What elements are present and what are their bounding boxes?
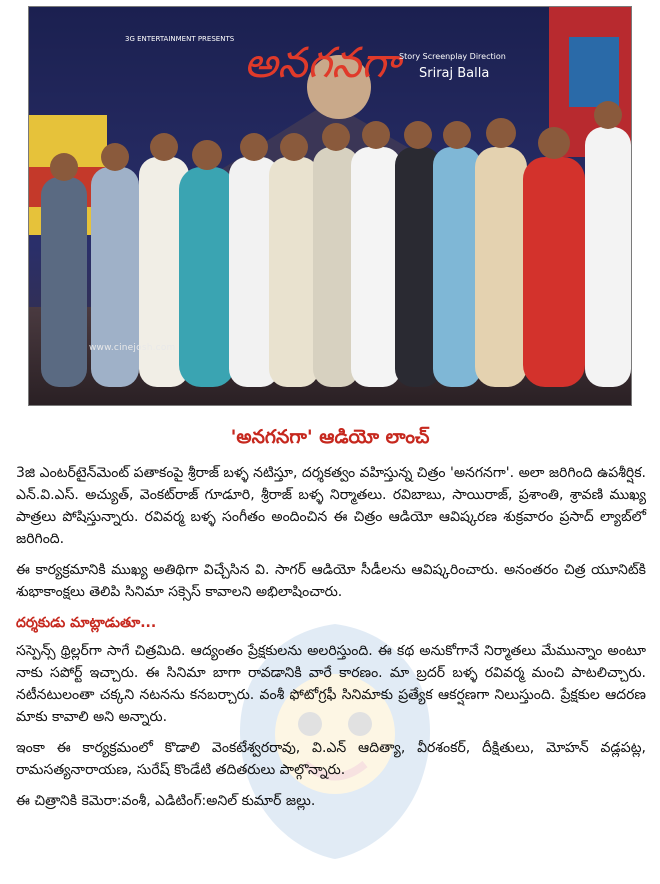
- article-subheading: దర్శకుడు మాట్లాడుతూ...: [16, 615, 157, 631]
- banner-title: అనగనగా: [244, 38, 400, 87]
- article-paragraph: సస్పెన్స్ థ్రిల్లర్‌గా సాగే చిత్రమిది. ఆద్యంతం ప్రేక్షకులను అలరిస్తుంది. ఈ కథ అనుకోగానే నిర్మాతలు మేమున్నాం అంటూ నాకు సపోర్ట్ ఇచ్చారు. ఈ సినిమా బాగా రావడానికి వారే కారణం. మా బ్రదర్ బళ్ళ రవివర్మ మంచి పాటలిచ్చారు. నటీనటులంతా చక్కని నటనను కనబర్చారు. వంశీ ఫోటోగ్రఫీ సినిమాకు ప్రత్యేక ఆకర్షణగా నిలుస్తుంది. ప్రేక్షకుల ఆదరణ మాకు కావాలి అని అన్నారు.: [16, 643, 646, 725]
- article-body: [16, 462, 646, 821]
- photo-watermark: www.cinejosh.com: [89, 343, 176, 353]
- article-paragraph: ఈ కార్యక్రమానికి ముఖ్య అతిథిగా విచ్చేసిన వి. సాగర్ ఆడియో సీడీలను ఆవిష్కరించారు. అనంతరం చిత్ర యూనిట్‌కి శుభాకాంక్షలు తెలిపి సినిమా సక్సెస్ కావాలని అభిలాషించారు.: [16, 562, 646, 600]
- article-paragraph: ఇంకా ఈ కార్యక్రమంలో కొడాలి వెంకటేశ్వరరావు, వి.ఎన్ ఆదిత్యా, వీరశంకర్, దీక్షితులు, మోహన్ వడ్లపట్ల, రామసత్యనారాయణ, సురేష్ కొండేటి తదితరులు పాల్గొన్నారు.: [16, 740, 646, 778]
- event-photo: [28, 6, 632, 406]
- banner-credit: Story Screenplay Direction: [399, 52, 506, 61]
- article-headline: 'అనగనగా' ఆడియో లాంచ్: [230, 426, 430, 448]
- banner-company: 3G ENTERTAINMENT PRESENTS: [125, 35, 235, 43]
- article-paragraph: 3జి ఎంటర్‌టైన్‌మెంట్ పతాకంపై శ్రీరాజ్ బళ్ళ నటిస్తూ, దర్శకత్వం వహిస్తున్న చిత్రం 'అనగనగా'. అలా జరిగింది ఉపశీర్షిక. ఎన్.వి.ఎస్. అచ్యుత్, వెంకట్‌రాజ్ గూడూరి, శ్రీరాజ్ బళ్ళ నిర్మాతలు. రవిబాబు, సాయిరాజ్, ప్రశాంతి, శ్రావణి ముఖ్య పాత్రలు పోషిస్తున్నారు. రవివర్మ బళ్ళ సంగీతం అందించిన ఈ చిత్రం ఆడియో ఆవిష్కరణ శుక్రవారం ప్రసాద్ ల్యాబ్‌లో జరిగింది.: [16, 465, 646, 547]
- banner-director: Sriraj Balla: [419, 66, 490, 81]
- article-paragraph: ఈ చిత్రానికి కెమెరా:వంశీ, ఎడిటింగ్:అనిల్ కుమార్ జల్లు.: [16, 793, 316, 809]
